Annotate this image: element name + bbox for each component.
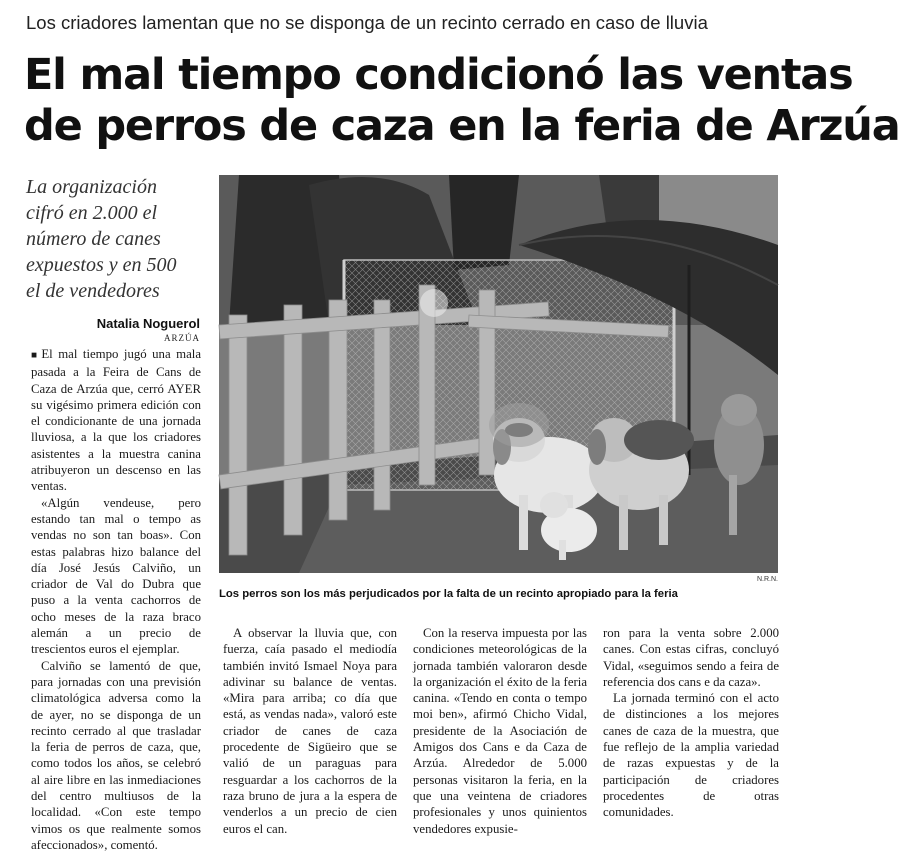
subhead xyxy=(26,174,216,304)
news-photo xyxy=(219,175,778,573)
subhead-line-1: La organización xyxy=(26,176,157,198)
headline-line-1: El mal tiempo condicionó las ventas xyxy=(24,50,853,100)
photo-credit: N.R.N. xyxy=(757,576,778,583)
subhead-line-2: cifró en 2.000 el xyxy=(26,202,158,224)
photo-caption: Los perros son los más perjudicados por la falta de un recinto apropiado para la feria xyxy=(219,588,678,600)
article-paragraph: La jornada terminó con el acto de distinciones a los mejores canes de caza de la muestra, que fue reflejo de la amplia variedad de razas expuestas y de la participación de criadores procedentes de otras comunidades. xyxy=(603,691,779,820)
article-column-2 xyxy=(223,625,397,837)
article-paragraph-text: El mal tiempo jugó una mala pasada a la Feira de Cans de Caza de Arzúa que, cerró AYER su vigésimo primera edición con el condicionante de una jornada lluviosa, a la que los criadores asistentes a la muestra canina atribuyeron un descenso en las ventas. xyxy=(31,347,201,494)
article-paragraph: «Algún vendeuse, pero estando tan mal o tempo as vendas no son tan boas». Con estas palabras hizo balance del día José Jesús Calviño, un criador de Val do Dubra que puso a la venta cachorros de ocho meses de la raza braco alemán a un precio de trescientos euros el ejemplar. xyxy=(31,495,201,657)
headline-line-2: de perros de caza en la feria de Arzúa xyxy=(24,101,900,151)
article-column-4 xyxy=(603,625,779,821)
article-paragraph: Con la reserva impuesta por las condiciones meteorológicas de la jornada también valoraron desde la organización el éxito de la feria canina. «Tendo en conta o tempo moi ben», afirmó Chicho Vidal, presidente de la Asociación de Amigos dos Cans e da Caza de Arzúa. Alrededor de 5.000 personas visitaron la feria, en la que una veintena de criadores profesionales y unos quinientos vendedores expusie- xyxy=(413,626,587,836)
bullet-square-icon: ■ xyxy=(31,350,40,361)
kicker: Los criadores lamentan que no se disponga de un recinto cerrado en caso de lluvia xyxy=(26,12,708,33)
dateline-place: ARZÚA xyxy=(164,333,200,343)
article-paragraph: A observar la lluvia que, con fuerza, caía pasado el mediodía también invitó Ismael Noya para adivinar su balance de ventas. «Mira para arriba; co día que está, as vendas nada», valoró este criador de canes de caza procedente de Sigüeiro que se valió de un paraguas para resguardar a los cachorros de la raza bruno de jura a la espera de venderlos a un precio de cien euros el can. xyxy=(223,626,397,836)
subhead-line-4: expuestos y en 500 xyxy=(26,254,177,276)
subhead-line-5: el de vendedores xyxy=(26,280,160,302)
article-column-3 xyxy=(413,625,587,837)
subhead-line-3: número de canes xyxy=(26,228,161,250)
headline xyxy=(24,50,900,152)
article-column-1 xyxy=(31,346,201,853)
article-paragraph xyxy=(31,346,201,495)
article-paragraph: ron para la venta sobre 2.000 canes. Con estas cifras, concluyó Vidal, «seguimos sendo a feira de referencia dos cans e da caza». xyxy=(603,626,779,689)
dogs-photo-illustration xyxy=(219,175,778,573)
byline: Natalia Noguerol xyxy=(96,316,200,331)
article-paragraph: Calviño se lamentó de que, para jornadas con una previsión climatológica adversa como la de ayer, no se disponga de un recinto cerrado al que trasladar la feria de perros de caza, que, como todos los años, se celebró al aire libre en las inmediaciones del centro multiusos de la localidad. «Con este tempo vimos os que realmente somos afeccionados», comentó. xyxy=(31,658,201,852)
